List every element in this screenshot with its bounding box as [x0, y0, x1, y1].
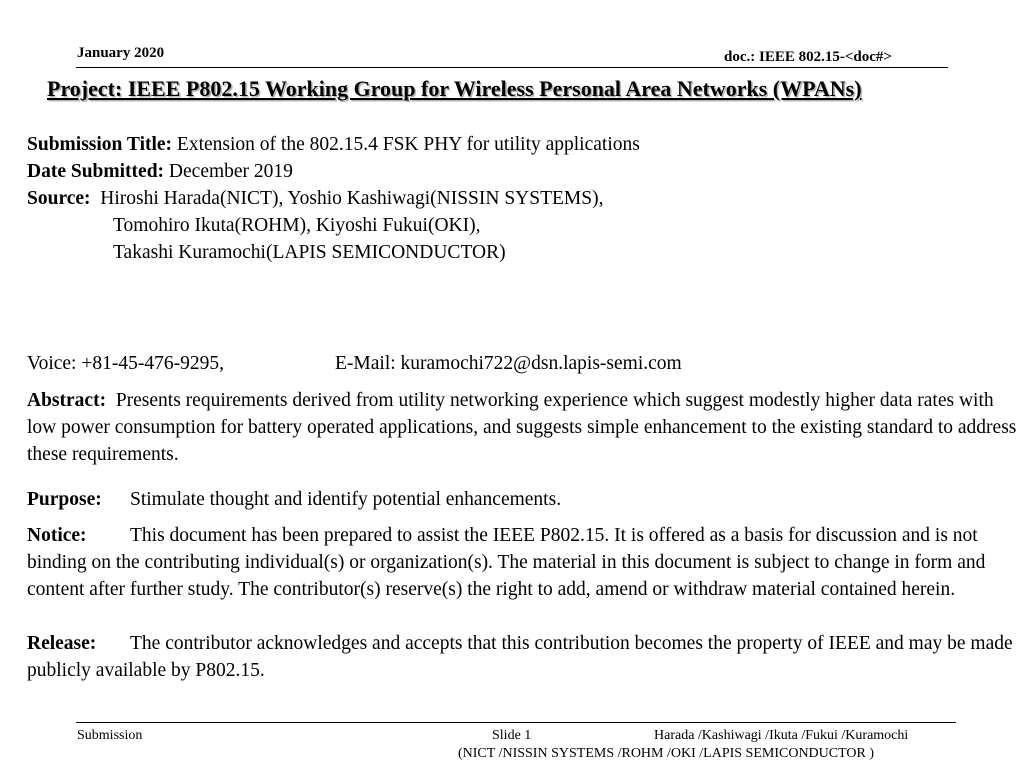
- abstract-label: Abstract:: [27, 390, 107, 411]
- source-authors-3: Takashi Kuramochi(LAPIS SEMICONDUCTOR): [113, 242, 506, 263]
- notice-label: Notice:: [27, 525, 87, 546]
- source-line-1: [27, 188, 604, 210]
- abstract-text: Presents requirements derived from utility networking experience which suggest modestly higher data rates with low power consumption for battery operated applications, and suggests simple enhancement to the existing standard to address these requirements.: [27, 390, 1017, 465]
- release-label: Release:: [27, 633, 97, 654]
- purpose-label: Purpose:: [27, 489, 102, 510]
- date-submitted-label: Date Submitted:: [27, 161, 165, 182]
- submission-title-label: Submission Title:: [27, 134, 173, 155]
- release-text: The contributor acknowledges and accepts that this contribution becomes the property of IEEE and may be made publicly available by P802.15.: [27, 633, 1013, 681]
- voice-contact: Voice: +81-45-476-9295,: [27, 353, 224, 374]
- release-paragraph: [27, 630, 1017, 684]
- purpose-text: Stimulate thought and identify potential enhancements.: [130, 489, 562, 510]
- notice-paragraph: [27, 522, 1017, 603]
- source-label: Source:: [27, 188, 91, 209]
- source-authors-1: Hiroshi Harada(NICT), Yoshio Kashiwagi(NISSIN SYSTEMS),: [100, 188, 604, 209]
- submission-title-line: [27, 134, 640, 156]
- header-divider: [76, 67, 948, 68]
- header-date: January 2020: [77, 45, 165, 61]
- submission-title-value: Extension of the 802.15.4 FSK PHY for utility applications: [176, 134, 640, 155]
- project-title: Project: IEEE P802.15 Working Group for Wireless Personal Area Networks (WPANs): [47, 76, 862, 101]
- date-submitted-value: December 2019: [168, 161, 293, 182]
- email-contact: E-Mail: kuramochi722@dsn.lapis-semi.com: [335, 353, 682, 374]
- notice-text: This document has been prepared to assist the IEEE P802.15. It is offered as a basis for discussion and is not binding on the contributing individual(s) or organization(s). The material in this document is subject to change in form and content after further study. The contributor(s) reserve(s) the right to add, amend or withdraw material contained herein.: [27, 525, 986, 600]
- date-submitted-line: [27, 161, 293, 183]
- footer-submission: Submission: [77, 728, 143, 743]
- footer-divider: [76, 722, 956, 723]
- source-authors-2: Tomohiro Ikuta(ROHM), Kiyoshi Fukui(OKI),: [113, 215, 481, 236]
- header-doc-id: doc.: IEEE 802.15-<doc#>: [724, 49, 892, 65]
- abstract-paragraph: [27, 387, 1017, 468]
- footer-organizations: (NICT /NISSIN SYSTEMS /ROHM /OKI /LAPIS SEMICONDUCTOR ): [458, 746, 875, 761]
- footer-authors: Harada /Kashiwagi /Ikuta /Fukui /Kuramochi: [654, 728, 909, 743]
- footer-slide-number: Slide 1: [492, 728, 532, 743]
- purpose-paragraph: [27, 486, 1017, 513]
